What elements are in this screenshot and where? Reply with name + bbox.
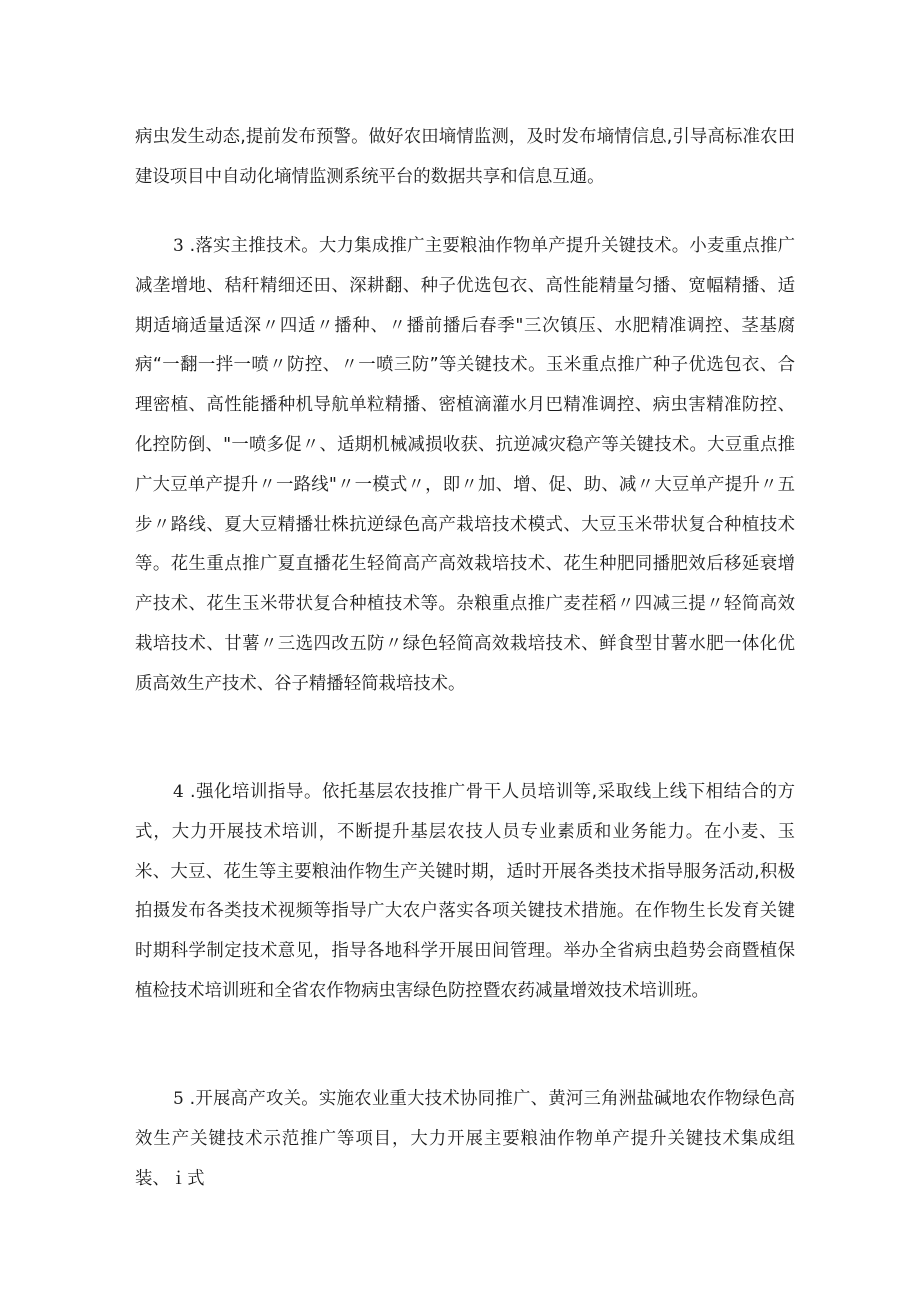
paragraph-number: 5 <box>173 1089 184 1109</box>
paragraph-continuation <box>135 118 795 198</box>
paragraph-text: .落实主推技术。大力集成推广主要粮油作物单产提升关键技术。小麦重点推广减垄增地、秸秆精细还田、深耕翻、种子优选包衣、高性能精量匀播、宽幅精播、适期适墒适量适深〃四适〃播种、〃播前播后春季"三次镇压、水肥精准调控、茎基腐病“一翻一拌一喷〃防控、〃一喷三防”等关键技术。玉米重点推广种子优选包衣、合理密植、高性能播种机导航单粒精播、密植滴灌水月巴精准调控、病虫害精准防控、化控防倒、"一喷多促〃、适期机械减损收获、抗逆减灾稳产等关键技术。大豆重点推广大豆单产提升〃一路线"〃一模式〃，即〃加、增、促、助、减〃大豆单产提升〃五步〃路线、夏大豆精播壮株抗逆绿色高产栽培技术模式、大豆玉米带状复合种植技术等。花生重点推广夏直播花生轻简高产高效栽培技术、花生种肥同播肥效后移延衰增产技术、花生玉米带状复合种植技术等。杂粮重点推广麦茬稻〃四减三提〃轻简高效栽培技术、甘薯〃三选四改五防〃绿色轻简高效栽培技术、鲜食型甘薯水肥一体化优质高效生产技术、谷子精播轻简栽培技术。 <box>135 236 795 694</box>
paragraph-text: 病虫发生动态,提前发布预警。做好农田墒情监测，及时发布墒情信息,引导高标准农田建设项目中自动化墒情监测系统平台的数据共享和信息互通。 <box>135 127 795 187</box>
paragraph-5-high-yield <box>135 1080 795 1199</box>
paragraph-number: 4 <box>173 782 184 802</box>
paragraph-text: .开展高产攻关。实施农业重大技术协同推广、黄河三角洲盐碱地农作物绿色高效生产关键技术示范推广等项目，大力开展主要粮油作物单产提升关键技术集成组装、ｉ式 <box>135 1089 795 1189</box>
paragraph-3-main-technologies <box>135 227 795 705</box>
paragraph-text: .强化培训指导。依托基层农技推广骨干人员培训等,采取线上线下相结合的方式，大力开展技术培训，不断提升基层农技人员专业素质和业务能力。在小麦、玉米、大豆、花生等主要粮油作物生产关键时期，适时开展各类技术指导服务活动,积极拍摄发布各类技术视频等指导广大农户落实各项关键技术措施。在作物生长发育关键时期科学制定技术意见，指导各地科学开展田间管理。举办全省病虫趋势会商暨植保植检技术培训班和全省农作物病虫害绿色防控暨农药减量增效技术培训班。 <box>135 782 795 1001</box>
paragraph-4-training-guidance <box>135 773 795 1012</box>
paragraph-number: 3 <box>173 236 184 256</box>
